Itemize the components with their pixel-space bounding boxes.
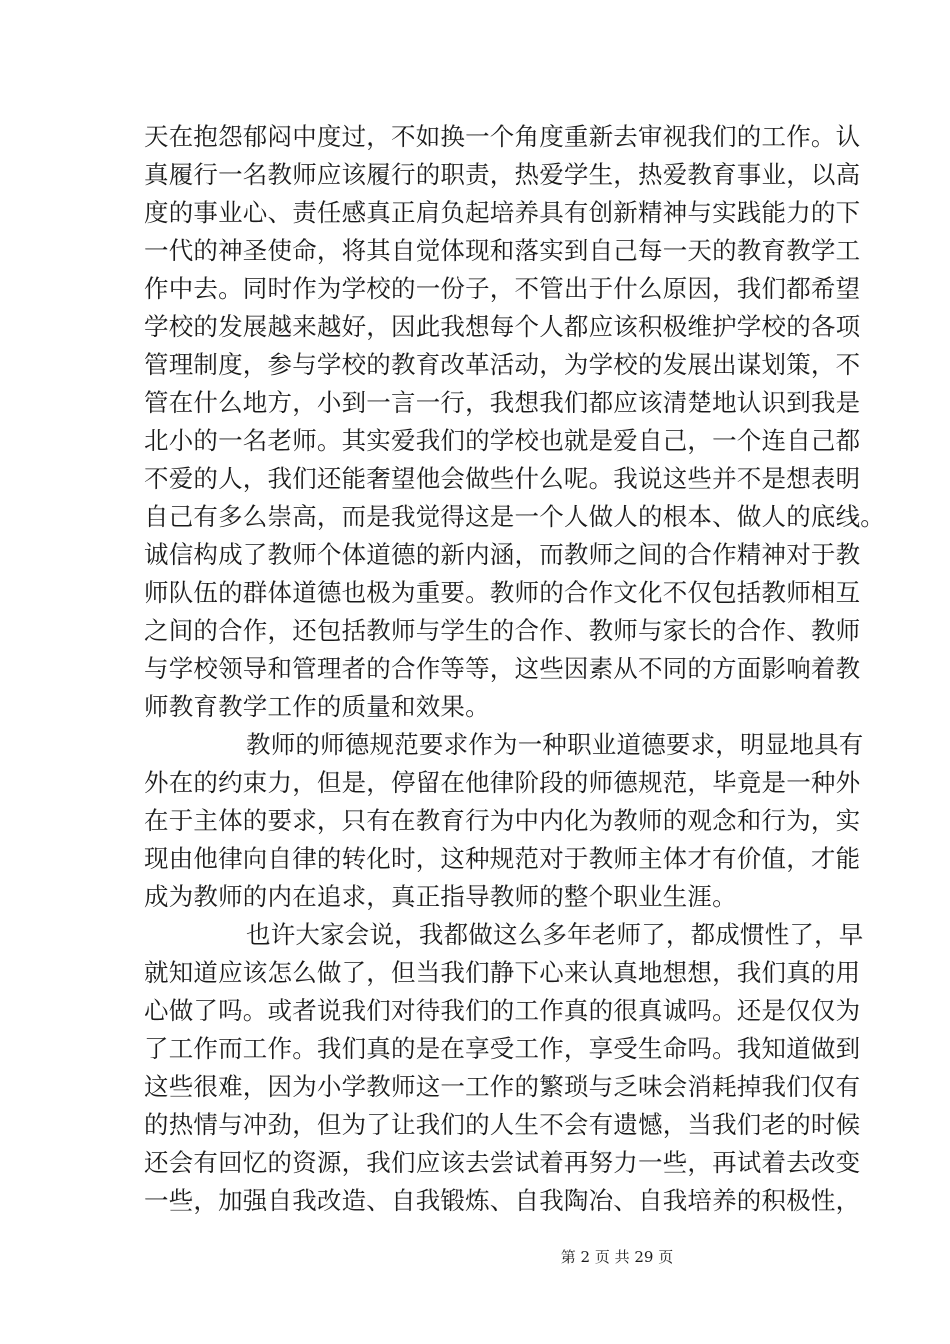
text-line: 诚信构成了教师个体道德的新内涵，而教师之间的合作精神对于教 <box>144 540 861 569</box>
text-line: 心做了吗。或者说我们对待我们的工作真的很真诚吗。还是仅仅为 <box>144 996 861 1025</box>
text-line: 北小的一名老师。其实爱我们的学校也就是爱自己，一个连自己都 <box>144 426 861 455</box>
text-line: 作中去。同时作为学校的一份子，不管出于什么原因，我们都希望 <box>144 274 861 303</box>
text-line: 真履行一名教师应该履行的职责，热爱学生，热爱教育事业，以高 <box>144 160 861 189</box>
text-line: 与学校领导和管理者的合作等等，这些因素从不同的方面影响着教 <box>144 654 861 683</box>
page-number-footer: 第 2 页 共 29 页 <box>560 1248 674 1266</box>
text-line: 了工作而工作。我们真的是在享受工作，享受生命吗。我知道做到 <box>144 1034 861 1063</box>
text-line: 度的事业心、责任感真正肩负起培养具有创新精神与实践能力的下 <box>144 198 861 227</box>
text-line: 不爱的人，我们还能奢望他会做些什么呢。我说这些并不是想表明 <box>144 464 861 493</box>
text-line: 管在什么地方，小到一言一行，我想我们都应该清楚地认识到我是 <box>144 388 861 417</box>
paragraph-first-line: 也许大家会说，我都做这么多年老师了，都成惯性了，早 <box>246 920 864 949</box>
text-line: 现由他律向自律的转化时，这种规范对于教师主体才有价值，才能 <box>144 844 861 873</box>
text-line: 的热情与冲劲，但为了让我们的人生不会有遗憾，当我们老的时候 <box>144 1110 861 1139</box>
text-line: 师队伍的群体道德也极为重要。教师的合作文化不仅包括教师相互 <box>144 578 861 607</box>
text-line: 天在抱怨郁闷中度过，不如换一个角度重新去审视我们的工作。认 <box>144 122 861 151</box>
text-line: 还会有回忆的资源，我们应该去尝试着再努力一些，再试着去改变 <box>144 1148 861 1177</box>
text-line: 外在的约束力，但是，停留在他律阶段的师德规范，毕竟是一种外 <box>144 768 861 797</box>
paragraph-first-line: 教师的师德规范要求作为一种职业道德要求，明显地具有 <box>246 730 864 759</box>
text-line: 学校的发展越来越好，因此我想每个人都应该积极维护学校的各项 <box>144 312 861 341</box>
text-line: 管理制度，参与学校的教育改革活动，为学校的发展出谋划策，不 <box>144 350 861 379</box>
text-line: 师教育教学工作的质量和效果。 <box>144 692 490 721</box>
text-line: 就知道应该怎么做了，但当我们静下心来认真地想想，我们真的用 <box>144 958 861 987</box>
text-line: 一些，加强自我改造、自我锻炼、自我陶冶、自我培养的积极性， <box>144 1186 861 1215</box>
text-line: 成为教师的内在追求，真正指导教师的整个职业生涯。 <box>144 882 737 911</box>
text-line: 自己有多么崇高，而是我觉得这是一个人做人的根本、做人的底线。 <box>144 502 885 531</box>
text-line: 一代的神圣使命，将其自觉体现和落实到自己每一天的教育教学工 <box>144 236 861 265</box>
text-line: 这些很难，因为小学教师这一工作的繁琐与乏味会消耗掉我们仅有 <box>144 1072 861 1101</box>
text-line: 在于主体的要求，只有在教育行为中内化为教师的观念和行为，实 <box>144 806 861 835</box>
text-line: 之间的合作，还包括教师与学生的合作、教师与家长的合作、教师 <box>144 616 861 645</box>
